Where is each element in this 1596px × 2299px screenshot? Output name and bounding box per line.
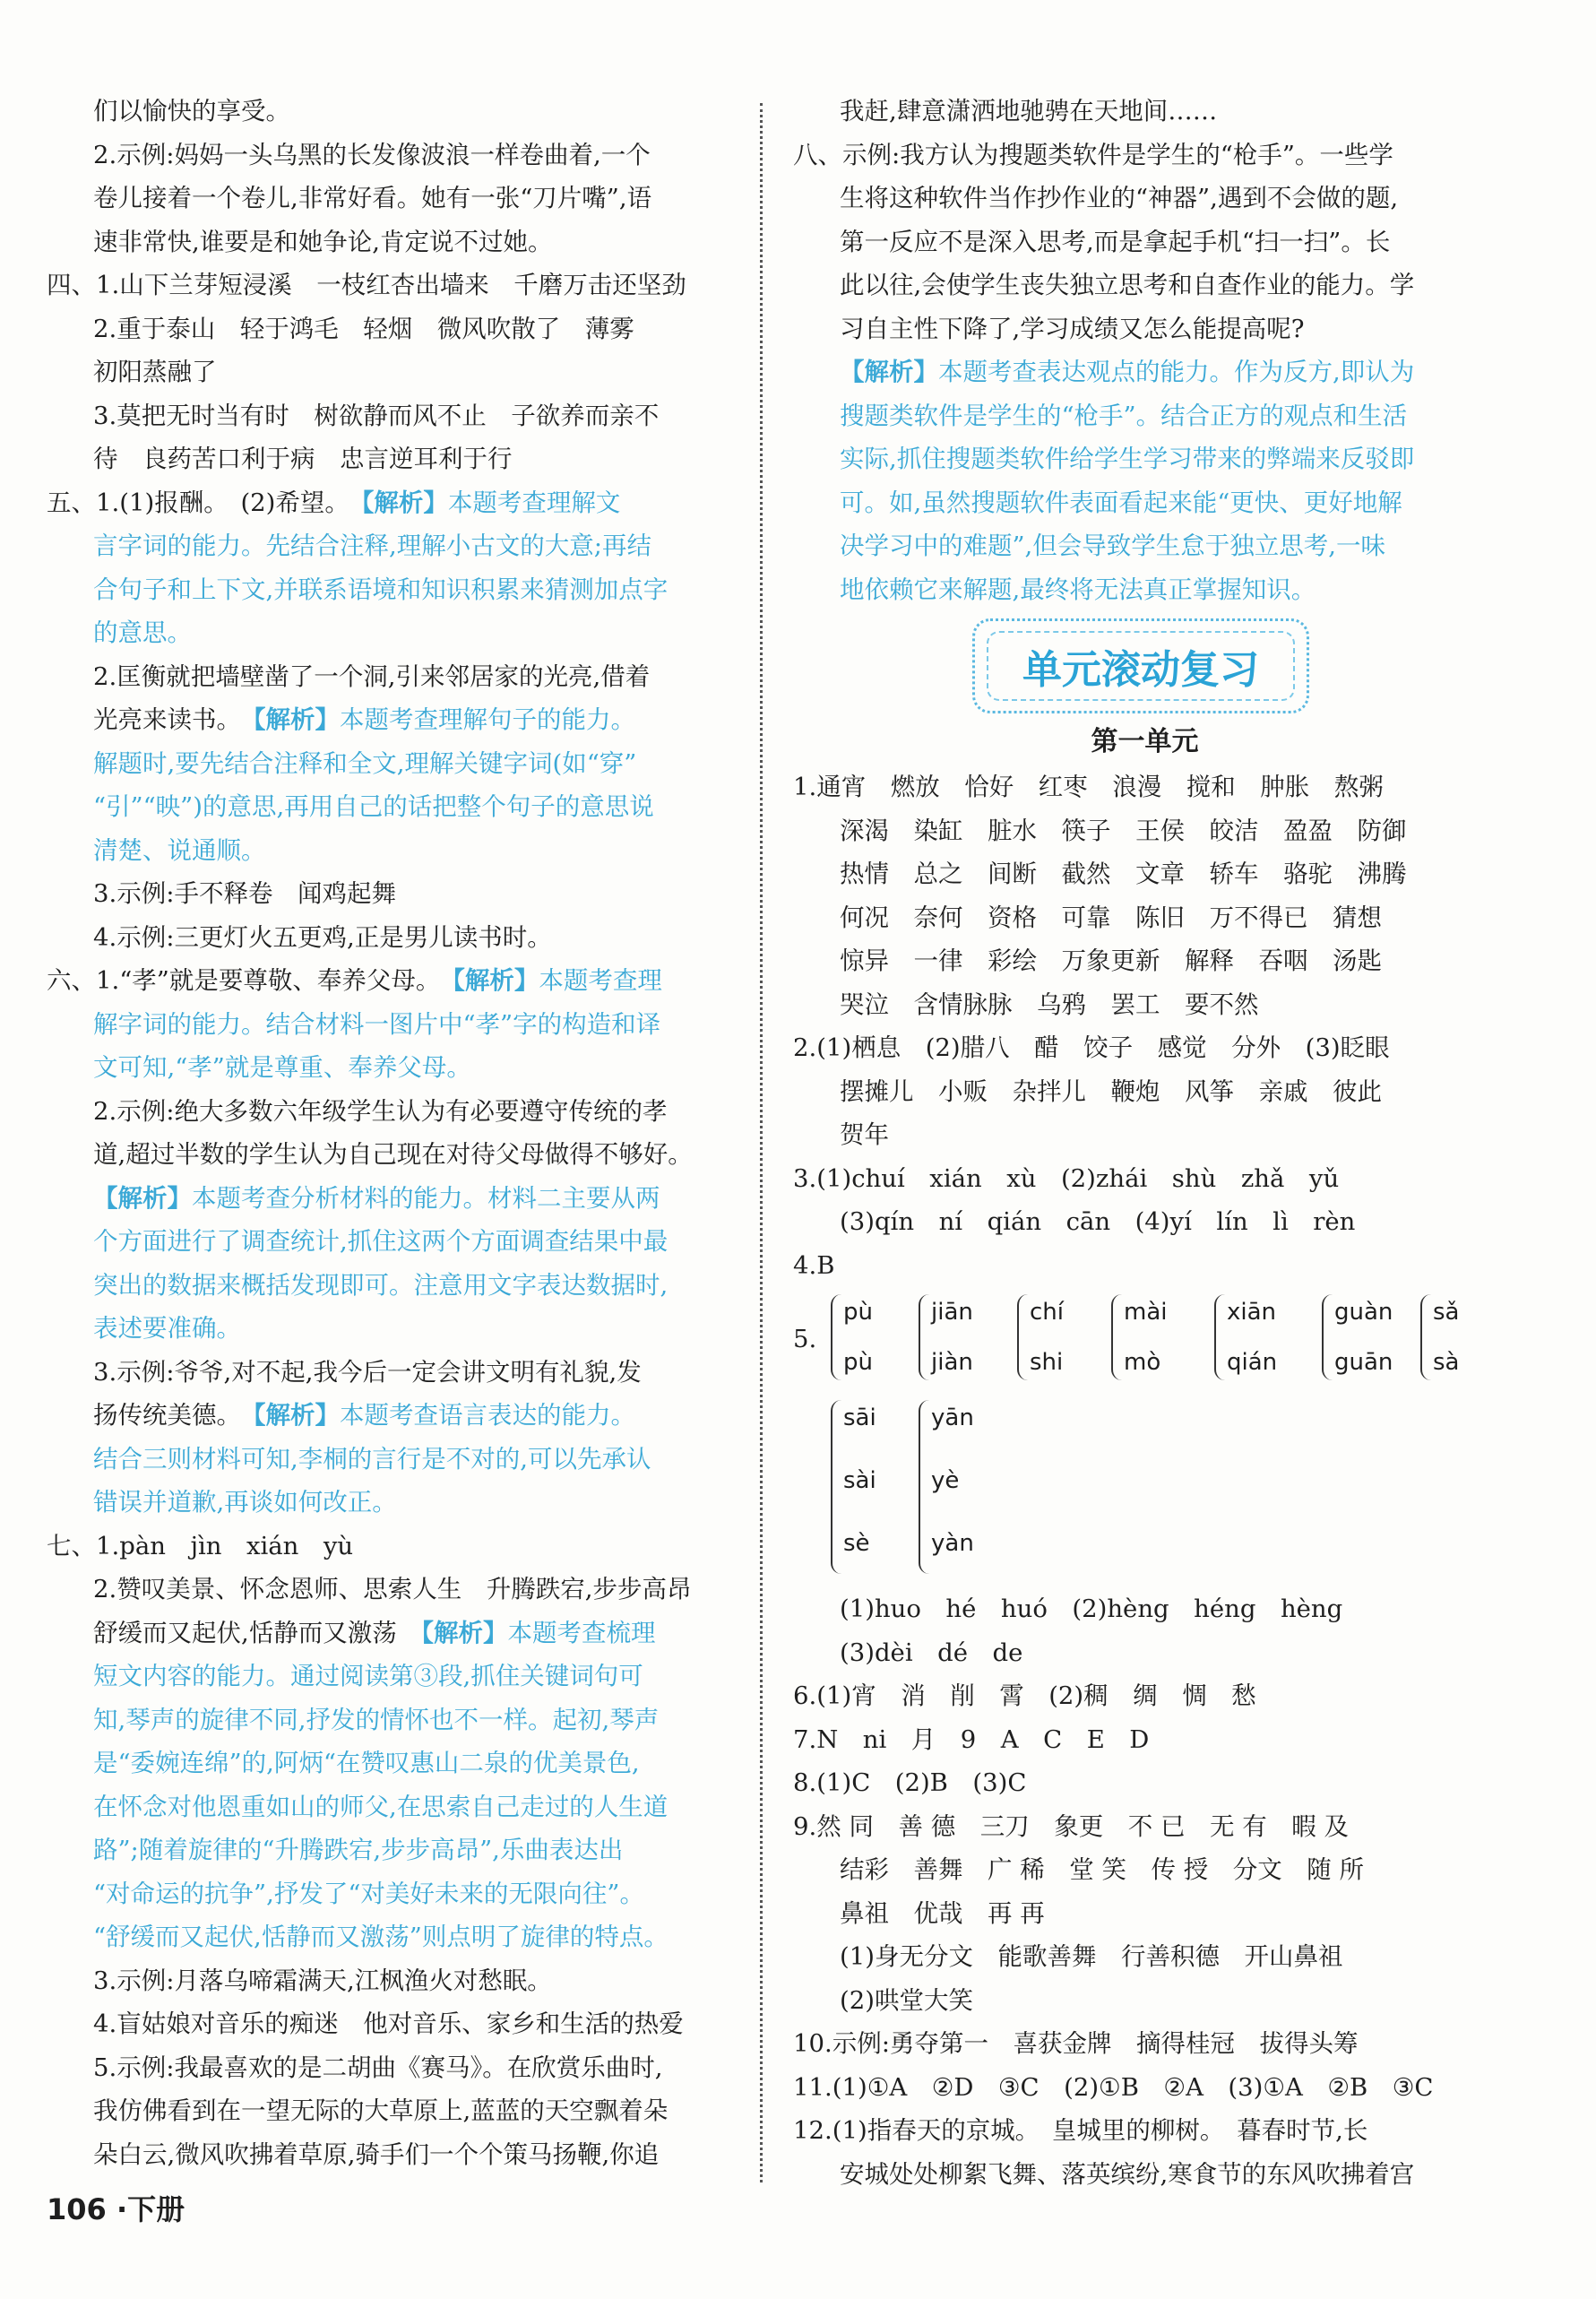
analysis-text: 知,琴声的旋律不同,抒发的情怀也不一样。起初,琴声 (93, 1705, 660, 1734)
text-line (47, 1481, 737, 1525)
line-text: 3.莫把无时当有时 树欲静而风不止 子欲养而亲不 (93, 401, 660, 430)
line-text: 深渴 染缸 脏水 筷子 王侯 皎洁 盈盈 防御 (840, 816, 1407, 845)
line-text: 五、1.(1)报酬。 (2)希望。 (47, 488, 338, 517)
text-line (793, 264, 1497, 307)
line-text: 4.示例:三更灯火五更鸡,正是男儿读书时。 (93, 922, 552, 952)
line-text: 朵白云,微风吹拂着草原,骑手们一个个策马扬鞭,你追 (93, 2139, 660, 2169)
text-line (47, 1307, 737, 1351)
analysis-text: 本题考查语言表达的能力。 (340, 1401, 635, 1430)
line-text: (3)qín ní qián cān (4)yí lín lì rèn (840, 1207, 1356, 1236)
text-line (47, 785, 737, 829)
text-line (47, 264, 737, 307)
text-line (793, 1200, 1497, 1244)
unit-title: 第一单元 (1091, 726, 1199, 757)
line-text: 8.(1)C (2)B (3)C (793, 1768, 1027, 1797)
text-line (793, 1718, 1497, 1762)
analysis-text: 表述要准确。 (93, 1314, 241, 1343)
analysis-text: 的意思。 (93, 618, 192, 647)
text-line (47, 1133, 737, 1177)
text-line (47, 220, 737, 264)
line-text: 热情 总之 间断 截然 文章 轿车 骆驼 沸腾 (840, 860, 1407, 888)
analysis-text: “对命运的抗争”,抒发了“对美好未来的无限向往”。 (93, 1879, 644, 1908)
text-line (47, 1785, 737, 1829)
text-line (793, 2153, 1497, 2197)
analysis-text: 清楚、说通顺。 (93, 835, 266, 865)
line-text: (2)哄堂大笑 (840, 1985, 973, 2015)
line-text: 扬传统美德。 (93, 1401, 229, 1430)
pinyin-option: sāi (843, 1404, 876, 1431)
text-line (793, 2022, 1497, 2066)
text-line (47, 1177, 737, 1221)
text-line (47, 1394, 737, 1438)
text-line (47, 1742, 737, 1785)
text-line (47, 2133, 737, 2177)
text-line (47, 872, 737, 916)
line-text: 4.盲姑娘对音乐的痴迷 他对音乐、家乡和生活的热爱 (93, 2009, 684, 2038)
analysis-text: 个方面进行了调查统计,抓住这两个方面调查结果中最 (93, 1227, 669, 1256)
line-text: 生将这种软件当作抄作业的“神器”,遇到不会做的题, (840, 184, 1399, 212)
line-text: (1)huo hé huó (2)hèng héng hèng (840, 1595, 1343, 1623)
pinyin-option: sè (843, 1530, 870, 1557)
line-text: 习自主性下降了,学习成绩又怎么能提高呢? (840, 314, 1305, 343)
text-line (793, 1979, 1497, 2023)
unit-review-banner-text: 单元滚动复习 (987, 631, 1295, 701)
text-line (47, 394, 737, 438)
line-text: 安城处处柳絮飞舞、落英缤纷,寒食节的东风吹拂着宫 (840, 2159, 1415, 2189)
text-line (47, 959, 737, 1003)
text-line (793, 307, 1497, 351)
line-text: 四、1.山下兰芽短浸溪 一枝红杏出墙来 千磨万击还坚劲 (47, 271, 686, 299)
text-line (793, 1244, 1497, 1288)
text-line (47, 742, 737, 786)
text-line (47, 655, 737, 699)
pinyin-option: pù (843, 1349, 873, 1376)
text-line (793, 1848, 1497, 1892)
line-text: 1.通宵 燃放 恰好 红枣 浪漫 搅和 肿胀 熬粥 (793, 773, 1384, 801)
line-text: 10.示例:勇夺第一 喜获金牌 摘得桂冠 拔得头筹 (793, 2029, 1359, 2058)
analysis-text: 短文内容的能力。通过阅读第③段,抓住关键词句可 (93, 1662, 643, 1690)
line-text: 惊异 一律 彩绘 万象更新 解释 吞咽 汤匙 (840, 946, 1382, 975)
unit-review-banner (972, 618, 1309, 713)
line-text: 结彩 善舞 广 稀 堂 笑 传 授 分文 随 所 (840, 1855, 1364, 1884)
text-line (793, 852, 1497, 896)
brace-icon (1322, 1294, 1333, 1380)
line-text: (1)身无分文 能歌善舞 行善积德 开山鼻祖 (840, 1942, 1343, 1971)
line-text: 3.示例:手不释卷 闻鸡起舞 (93, 879, 397, 908)
text-line (793, 2109, 1497, 2153)
line-text: 2.赞叹美景、怀念恩师、思索人生 升腾跌宕,步步高昂 (93, 1575, 692, 1603)
line-text: 11.(1)①A ②D ③C (2)①B ②A (3)①A ②B ③C (793, 2072, 1434, 2102)
line-text: 3.示例:爷爷,对不起,我今后一定会讲文明有礼貌,发 (93, 1357, 642, 1387)
text-line (793, 1070, 1497, 1114)
text-line (47, 2046, 737, 2090)
analysis-text: 解字词的能力。结合材料一图片中“孝”字的构造和译 (93, 1009, 661, 1039)
pinyin-option: qián (1227, 1349, 1278, 1376)
line-text: 9.然 同 善 德 三刀 象更 不 已 无 有 暇 及 (793, 1811, 1349, 1841)
analysis-tag: 【解析】 (427, 966, 539, 995)
analysis-text: 解题时,要先结合注释和全文,理解关键字词(如“穿” (93, 748, 637, 778)
pinyin-option: pù (843, 1299, 873, 1326)
text-line (793, 1935, 1497, 1979)
text-line (793, 177, 1497, 220)
analysis-text: “舒缓而又起伏,恬静而又激荡”则点明了旋律的特点。 (93, 1923, 669, 1951)
analysis-tag: 【解析】 (840, 358, 938, 386)
line-text: 们以愉快的享受。 (93, 97, 290, 125)
text-line (47, 916, 737, 960)
brace-icon (919, 1400, 929, 1574)
text-line (793, 394, 1497, 438)
analysis-text: 本题考查理解句子的能力。 (340, 705, 635, 734)
line-text: 3.示例:月落乌啼霜满天,江枫渔火对愁眠。 (93, 1966, 552, 1995)
line-text: 2.匡衡就把墙壁凿了一个洞,引来邻居家的光亮,借着 (93, 661, 651, 691)
pinyin-option: sǎ (1433, 1299, 1460, 1326)
text-line (793, 939, 1497, 983)
analysis-text: 结合三则材料可知,李桐的言行是不对的,可以先承认 (93, 1444, 651, 1474)
q5-label: 5. (793, 1325, 817, 1353)
pinyin-option: shi (1030, 1349, 1064, 1376)
pinyin-option: xiān (1227, 1299, 1277, 1326)
text-line (793, 220, 1497, 264)
text-line (47, 568, 737, 612)
analysis-text: 本题考查理 (539, 966, 662, 995)
line-text: 此以往,会使学生丧失独立思考和自查作业的能力。学 (840, 271, 1415, 299)
line-text: 道,超过半数的学生认为自己现在对待父母做得不够好。 (93, 1140, 693, 1169)
analysis-text: 在怀念对他恩重如山的师父,在思索自己走过的人生道 (93, 1792, 669, 1821)
text-line (793, 350, 1497, 394)
pinyin-option: sài (843, 1467, 876, 1494)
text-line (793, 1761, 1497, 1805)
pinyin-option: yè (931, 1467, 960, 1494)
analysis-tag: 【解析】 (229, 705, 340, 734)
text-line (47, 1568, 737, 1612)
pinyin-option: mò (1124, 1349, 1161, 1376)
text-line (47, 1915, 737, 1959)
brace-icon (831, 1400, 841, 1574)
line-text: 贺年 (840, 1120, 889, 1149)
line-text: 八、示例:我方认为搜题类软件是学生的“枪手”。一些学 (793, 140, 1393, 169)
text-line (793, 1631, 1497, 1675)
text-line (47, 1655, 737, 1698)
pinyin-option: chí (1030, 1299, 1064, 1326)
text-line (47, 1698, 737, 1742)
analysis-text: 决学习中的难题”,但会导致学生怠于独立思考,一味 (840, 532, 1386, 560)
text-line (47, 1046, 737, 1090)
text-line (47, 1220, 737, 1264)
line-text: 第一反应不是深入思考,而是拿起手机“扫一扫”。长 (840, 227, 1391, 256)
brace-icon (919, 1294, 929, 1380)
analysis-text: 本题考查梳理 (507, 1618, 656, 1647)
text-line (47, 1438, 737, 1482)
line-text: 5.示例:我最喜欢的是二胡曲《赛马》。在欣赏乐曲时, (93, 2053, 663, 2082)
text-line (793, 568, 1497, 612)
text-line (793, 437, 1497, 481)
text-line (47, 2002, 737, 2046)
pinyin-option: jiān (931, 1299, 973, 1326)
pinyin-option: yān (931, 1404, 974, 1431)
text-line (793, 1805, 1497, 1849)
text-line (47, 350, 737, 394)
pinyin-option: sà (1433, 1349, 1460, 1376)
left-column (47, 90, 737, 2176)
right-top-block (793, 90, 1497, 611)
analysis-tag: 【解析】 (93, 1183, 192, 1213)
analysis-text: 言字词的能力。先结合注释,理解小古文的大意;再结 (93, 532, 652, 560)
text-line (47, 1525, 737, 1569)
line-text: 6.(1)宵 消 削 霄 (2)稠 绸 惆 愁 (793, 1681, 1256, 1710)
line-text: 速非常快,谁要是和她争论,肯定说不过她。 (93, 227, 553, 256)
text-line (47, 1351, 737, 1395)
brace-icon (1017, 1294, 1028, 1380)
brace-icon (1111, 1294, 1122, 1380)
line-text: 摆摊儿 小贩 杂拌儿 鞭炮 风筝 亲戚 彼此 (840, 1076, 1382, 1106)
line-text: 六、1.“孝”就是要尊敬、奉养父母。 (47, 966, 428, 995)
text-line (793, 896, 1497, 940)
analysis-text: 是“委婉连绵”的,阿炳“在赞叹惠山二泉的优美景色, (93, 1749, 640, 1777)
pinyin-option: yàn (931, 1530, 974, 1557)
text-line (47, 90, 737, 134)
text-line (47, 698, 737, 742)
line-text: 鼻祖 优哉 再 再 (840, 1898, 1045, 1928)
line-text: 何况 奈何 资格 可靠 陈旧 万不得已 猜想 (840, 903, 1382, 932)
text-line (793, 1157, 1497, 1201)
line-text: 7.N ni 月 9 A C E D (793, 1724, 1150, 1754)
text-line (47, 524, 737, 568)
right-column (793, 90, 1497, 2196)
text-line (47, 307, 737, 351)
line-text: 我仿佛看到在一望无际的大草原上,蓝蓝的天空飘着朵 (93, 2096, 669, 2125)
line-text: 12.(1)指春天的京城。 皇城里的柳树。 暮春时节,长 (793, 2116, 1368, 2145)
brace-icon (831, 1294, 841, 1380)
text-line (793, 1892, 1497, 1936)
text-line (793, 90, 1497, 134)
line-text: 待 良药苦口利于病 忠言逆耳利于行 (93, 445, 513, 473)
text-line (793, 765, 1497, 809)
line-text: 2.示例:妈妈一头乌黑的长发像波浪一样卷曲着,一个 (93, 140, 651, 169)
analysis-tag: 【解析】 (229, 1401, 340, 1430)
line-text: 2.(1)栖息 (2)腊八 醋 饺子 感觉 分外 (3)眨眼 (793, 1033, 1390, 1062)
text-line (793, 1026, 1497, 1070)
analysis-text: 地依赖它来解题,最终将无法真正掌握知识。 (840, 575, 1316, 604)
line-text: 2.重于泰山 轻于鸿毛 轻烟 微风吹散了 薄雾 (93, 314, 634, 343)
analysis-text: “引”“映”)的意思,再用自己的话把整个句子的意思说 (93, 792, 654, 821)
text-line (793, 481, 1497, 525)
text-line (793, 524, 1497, 568)
text-line (793, 983, 1497, 1027)
text-line (47, 1612, 737, 1655)
line-text: 卷儿接着一个卷儿,非常好看。她有一张“刀片嘴”,语 (93, 184, 652, 212)
analysis-tag: 【解析】 (396, 1618, 508, 1647)
text-line (47, 1264, 737, 1308)
line-text: 初阳蒸融了 (93, 358, 217, 386)
analysis-text: 搜题类软件是学生的“枪手”。结合正方的观点和生活 (840, 401, 1408, 430)
right-bottom-block (793, 1587, 1497, 2196)
right-mid-block (793, 765, 1497, 1287)
text-line (793, 1587, 1497, 1631)
line-text: 4.B (793, 1250, 835, 1280)
line-text: 七、1.pàn jìn xián yù (47, 1531, 354, 1560)
line-text: 舒缓而又起伏,恬静而又激荡 (93, 1618, 397, 1647)
line-text: 我赶,肆意潇洒地驰骋在天地间…… (840, 97, 1218, 125)
text-line (793, 1674, 1497, 1718)
analysis-text: 实际,抓住搜题类软件给学生学习带来的弊端来反驳即 (840, 445, 1415, 473)
text-line (47, 1959, 737, 2003)
text-line (47, 829, 737, 873)
line-text: 哭泣 含情脉脉 乌鸦 罢工 要不然 (840, 990, 1259, 1019)
analysis-tag: 【解析】 (337, 488, 448, 517)
pinyin-option: jiàn (931, 1349, 973, 1376)
brace-icon (1214, 1294, 1225, 1380)
analysis-text: 本题考查分析材料的能力。材料二主要从两 (192, 1183, 660, 1213)
text-line (47, 481, 737, 525)
line-text: 3.(1)chuí xián xù (2)zhái shù zhǎ yǔ (793, 1163, 1340, 1193)
text-line (793, 1113, 1497, 1157)
text-line (47, 1090, 737, 1134)
text-line (793, 134, 1497, 177)
text-line (47, 1828, 737, 1872)
text-line (47, 134, 737, 177)
line-text: (3)dèi dé de (840, 1638, 1023, 1667)
text-line (793, 2066, 1497, 2110)
text-line (47, 1872, 737, 1916)
text-line (793, 809, 1497, 853)
analysis-text: 文可知,“孝”就是尊重、奉养父母。 (93, 1053, 471, 1082)
text-line (47, 437, 737, 481)
text-line (47, 2089, 737, 2133)
analysis-text: 合句子和上下文,并联系语境和知识积累来猜测加点字 (93, 575, 669, 604)
text-line (47, 611, 737, 655)
pinyin-option: guān (1334, 1349, 1393, 1376)
pinyin-option: mài (1124, 1299, 1168, 1326)
analysis-text: 突出的数据来概括发现即可。注意用文字表达数据时, (93, 1270, 669, 1300)
pinyin-option: guàn (1334, 1299, 1393, 1326)
analysis-text: 可。如,虽然搜题软件表面看起来能“更快、更好地解 (840, 488, 1402, 517)
analysis-text: 本题考查表达观点的能力。作为反方,即认为 (938, 358, 1415, 386)
analysis-text: 错误并道歉,再谈如何改正。 (93, 1488, 397, 1517)
page-footer: 106 ·下册 (47, 2192, 185, 2226)
line-text: 2.示例:绝大多数六年级学生认为有必要遵守传统的孝 (93, 1096, 668, 1126)
column-divider (760, 103, 763, 2182)
text-line (47, 177, 737, 220)
analysis-text: 本题考查理解文 (447, 488, 621, 517)
text-line (47, 1003, 737, 1047)
analysis-text: 路”;随着旋律的“升腾跌宕,步步高昂”,乐曲表达出 (93, 1836, 624, 1864)
q5-brace-grid (793, 1287, 1497, 1587)
brace-icon (1420, 1294, 1431, 1380)
line-text: 光亮来读书。 (93, 705, 229, 734)
